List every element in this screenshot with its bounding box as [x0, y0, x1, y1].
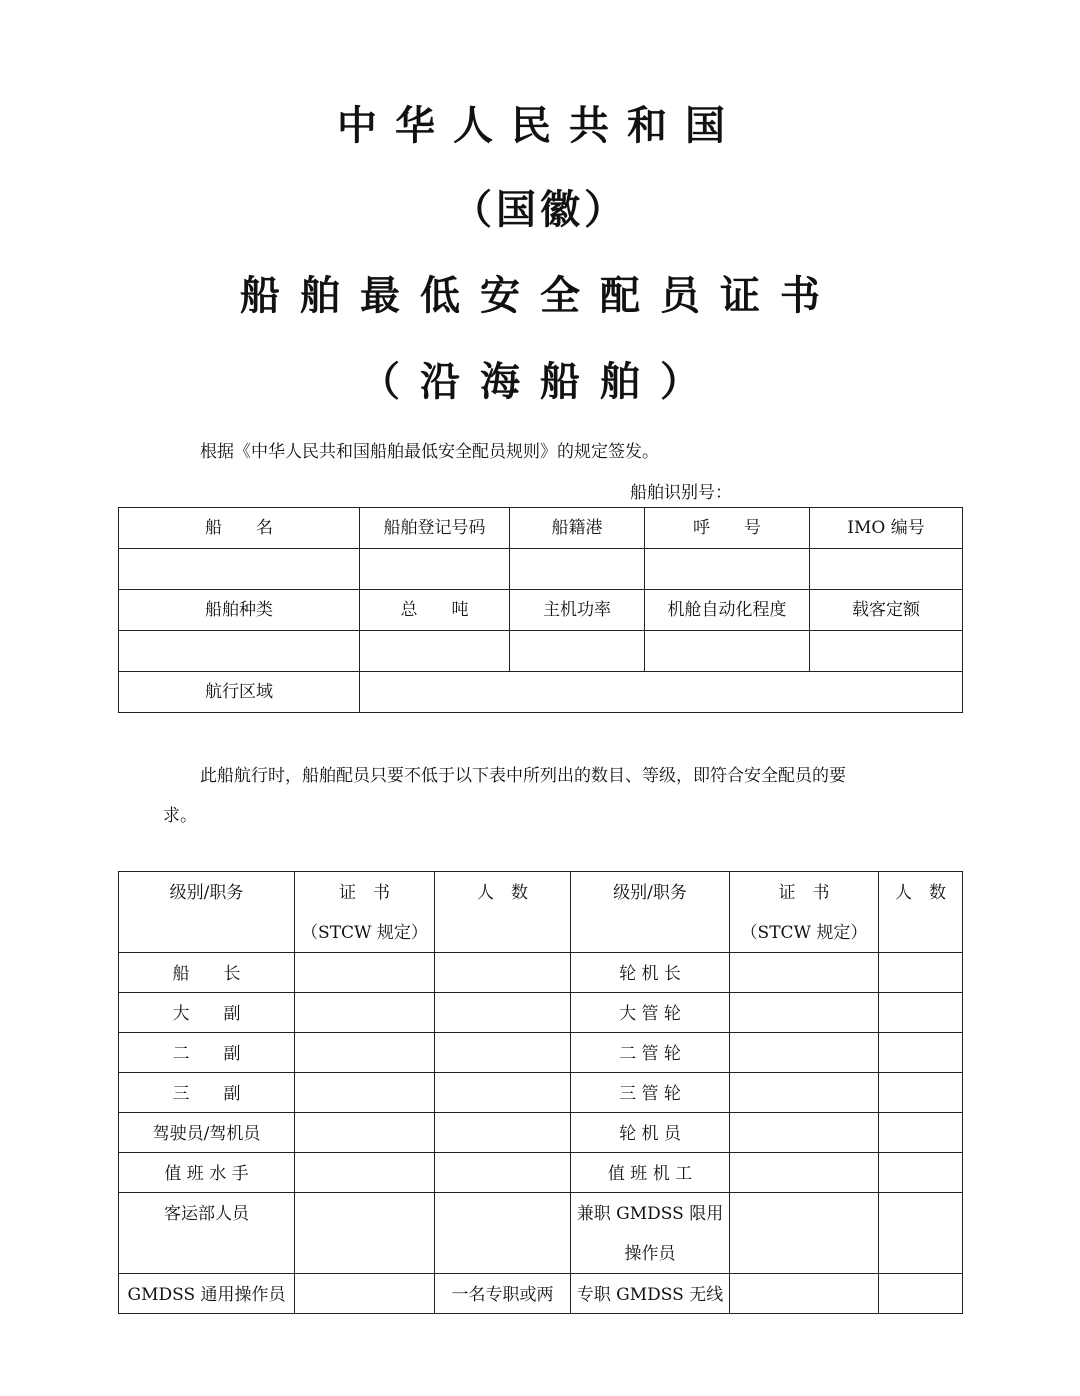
ship-name-value — [119, 549, 360, 590]
certificate-cell — [730, 1274, 879, 1314]
count-cell — [435, 1113, 571, 1153]
count-cell — [879, 993, 963, 1033]
call-sign-header: 呼 号 — [645, 508, 810, 549]
navigation-area-value — [360, 672, 963, 713]
role-second-mate: 二 副 — [119, 1033, 295, 1073]
ship-name-header: 船 名 — [119, 508, 360, 549]
port-of-registry-value — [510, 549, 645, 590]
minimum-manning-table — [118, 871, 963, 1314]
count-cell — [879, 1153, 963, 1193]
engine-power-header: 主机功率 — [510, 590, 645, 631]
count-cell — [435, 1073, 571, 1113]
count-cell — [435, 1193, 571, 1274]
table-row — [119, 1153, 963, 1193]
ship-type-value — [119, 631, 360, 672]
imo-number-header: IMO 编号 — [810, 508, 963, 549]
table-row — [119, 993, 963, 1033]
certificate-cell — [295, 1073, 435, 1113]
role-navigator: 驾驶员/驾机员 — [119, 1113, 295, 1153]
count-cell — [435, 1033, 571, 1073]
role-fourth-engineer: 三 管 轮 — [571, 1073, 730, 1113]
ship-id-label: 船舶识别号： — [630, 483, 732, 503]
certificate-cell — [295, 1113, 435, 1153]
gross-tonnage-header: 总 吨 — [360, 590, 510, 631]
table-row — [119, 672, 963, 713]
count-cell — [435, 1153, 571, 1193]
certificate-cell — [295, 1153, 435, 1193]
certificate-subtitle: （沿海船舶） — [360, 358, 720, 405]
ship-type-header: 船舶种类 — [119, 590, 360, 631]
registry-number-value — [360, 549, 510, 590]
left-role-header: 级别/职务 — [119, 872, 295, 953]
table-row — [119, 1274, 963, 1314]
automation-level-value — [645, 631, 810, 672]
passenger-capacity-header: 载客定额 — [810, 590, 963, 631]
manning-statement-line-1: 此船航行时，船舶配员只要不低于以下表中所列出的数目、等级，即符合安全配员的要 — [200, 766, 846, 786]
count-cell — [435, 953, 571, 993]
role-third-engineer: 二 管 轮 — [571, 1033, 730, 1073]
role-gmdss-goc: GMDSS 通用操作员 — [119, 1274, 295, 1314]
certificate-cell — [295, 1033, 435, 1073]
role-chief-engineer: 轮 机 长 — [571, 953, 730, 993]
certificate-cell — [730, 1193, 879, 1274]
navigation-area-header: 航行区域 — [119, 672, 360, 713]
table-row — [119, 953, 963, 993]
gross-tonnage-value — [360, 631, 510, 672]
role-engineer: 轮 机 员 — [571, 1113, 730, 1153]
table-row — [119, 590, 963, 631]
certificate-cell — [295, 1274, 435, 1314]
count-cell — [879, 953, 963, 993]
table-row — [119, 549, 963, 590]
automation-level-header: 机舱自动化程度 — [645, 590, 810, 631]
table-row — [119, 1033, 963, 1073]
gmdss-count-note: 一名专职或两 — [435, 1274, 571, 1314]
certificate-cell — [295, 953, 435, 993]
port-of-registry-header: 船籍港 — [510, 508, 645, 549]
manning-statement-line-2: 求。 — [163, 806, 197, 826]
passenger-capacity-value — [810, 631, 963, 672]
left-certificate-header-line-1: 证 书 — [339, 883, 390, 903]
right-certificate-header — [730, 872, 879, 953]
certificate-cell — [295, 1193, 435, 1274]
count-cell — [879, 1033, 963, 1073]
role-gmdss-roc-line-2: 操作员 — [624, 1244, 676, 1264]
count-cell — [435, 993, 571, 1033]
left-count-header: 人 数 — [435, 872, 571, 953]
registry-number-header: 船舶登记号码 — [360, 508, 510, 549]
table-row — [119, 872, 963, 953]
imo-number-value — [810, 549, 963, 590]
role-third-mate: 三 副 — [119, 1073, 295, 1113]
right-certificate-header-line-1: 证 书 — [778, 883, 830, 903]
table-row — [119, 631, 963, 672]
role-gmdss-roc-line-1: 兼职 GMDSS 限用 — [576, 1204, 724, 1224]
table-row — [119, 508, 963, 549]
certificate-cell — [730, 1153, 879, 1193]
right-role-header: 级别/职务 — [571, 872, 730, 953]
count-cell — [879, 1073, 963, 1113]
certificate-cell — [730, 1113, 879, 1153]
role-engine-rating: 值 班 机 工 — [571, 1153, 730, 1193]
call-sign-value — [645, 549, 810, 590]
certificate-cell — [730, 1033, 879, 1073]
table-row — [119, 1073, 963, 1113]
title-country: 中华人民共和国 — [337, 102, 743, 149]
role-second-engineer: 大 管 轮 — [571, 993, 730, 1033]
count-cell — [879, 1193, 963, 1274]
certificate-cell — [730, 1073, 879, 1113]
role-passenger-staff: 客运部人员 — [119, 1193, 295, 1274]
ship-particulars-table — [118, 507, 963, 713]
certificate-cell — [730, 953, 879, 993]
role-master: 船 长 — [119, 953, 295, 993]
engine-power-value — [510, 631, 645, 672]
role-chief-mate: 大 副 — [119, 993, 295, 1033]
role-gmdss-radio-dedicated: 专职 GMDSS 无线 — [571, 1274, 730, 1314]
table-row — [119, 1113, 963, 1153]
national-emblem-placeholder: （国徽） — [452, 186, 628, 233]
left-certificate-header — [295, 872, 435, 953]
certificate-title: 船舶最低安全配员证书 — [240, 272, 840, 319]
role-able-seaman: 值 班 水 手 — [119, 1153, 295, 1193]
table-row — [119, 1193, 963, 1274]
certificate-cell — [295, 993, 435, 1033]
left-certificate-header-line-2: （STCW 规定） — [301, 923, 428, 943]
count-cell — [879, 1274, 963, 1314]
right-count-header: 人 数 — [879, 872, 963, 953]
certificate-cell — [730, 993, 879, 1033]
issuance-statement: 根据《中华人民共和国船舶最低安全配员规则》的规定签发。 — [200, 442, 659, 462]
right-certificate-header-line-2: （STCW 规定） — [740, 923, 868, 943]
role-gmdss-roc-parttime — [571, 1193, 730, 1274]
count-cell — [879, 1113, 963, 1153]
